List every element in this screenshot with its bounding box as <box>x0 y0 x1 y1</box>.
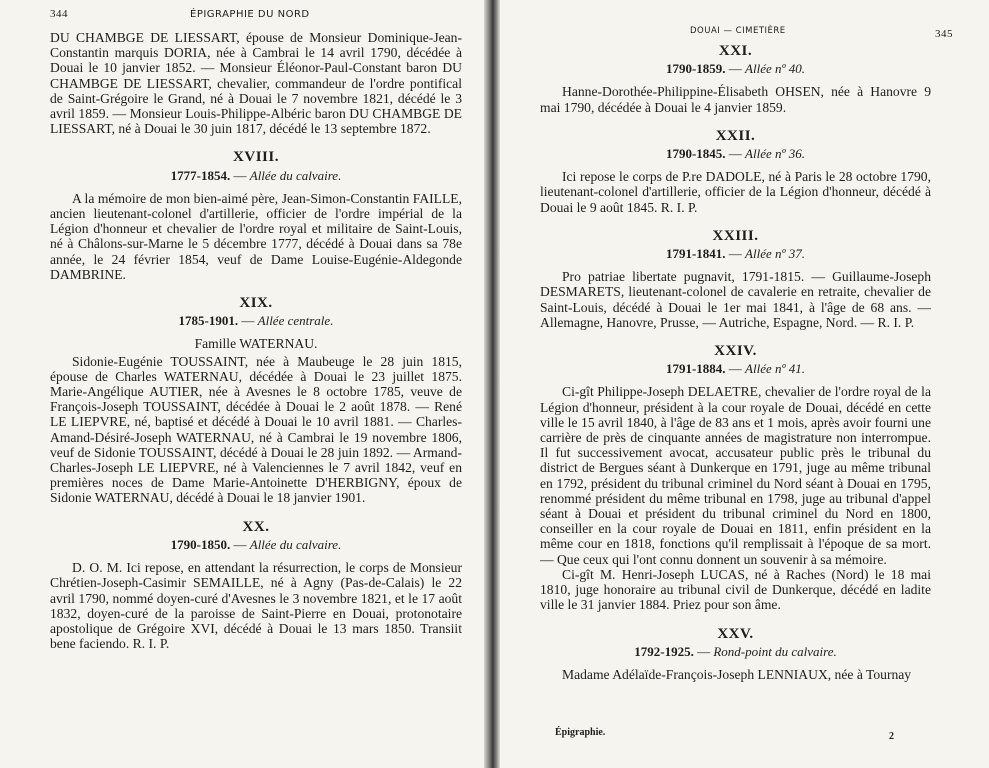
section-subtitle: 1777-1854. — Allée du calvaire. <box>170 167 342 183</box>
section-subtitle: 1790-1859. — Allée nº 40. <box>665 61 806 77</box>
right-page-number: 345 <box>935 28 953 40</box>
section-subtitle: 1790-1845. — Allée nº 36. <box>665 146 806 162</box>
section-years: 1791-1841. <box>665 246 726 262</box>
section-years: 1791-1884. <box>665 361 726 377</box>
section-number: XX. <box>242 518 270 535</box>
section-years: 1777-1854. <box>170 167 231 183</box>
section-number: XXIII. <box>712 227 759 244</box>
section-number: XXV. <box>717 625 754 642</box>
section-number: XXI. <box>718 43 753 59</box>
epitaph-paragraph: Ci-gît M. Henri-Joseph LUCAS, né à Raches (Nord) le 18 mai 1810, juge honoraire au tribunal civil de Dunkerque, décédé en ladite ville le 31 janvier 1884. Priez pour son âme. <box>540 566 931 613</box>
epitaph-paragraph: Madame Adélaïde-François-Joseph LENNIAUX, née à Tournay <box>562 666 912 682</box>
section-subtitle: 1790-1850. — Allée du calvaire. <box>170 536 342 552</box>
section-subtitle: 1791-1884. — Allée nº 41. <box>665 361 806 377</box>
section-years: 1790-1845. <box>665 146 726 162</box>
right-page-header <box>540 18 953 40</box>
continuation-paragraph: DU CHAMBGE DE LIESSART, épouse de Monsieur Dominique-Jean-Constantin marquis DORIA, née à Cambrai le 14 avril 1790, décédée à Douai le 10 janvier 1852. — Monsieur Éléonor-Paul-Constant baron DU CHAMBGE DE LIESSART, chevalier, commandeur de l'ordre pontifical de Saint-Grégoire le Grand, né à Douai le 7 novembre 1821, décédé le 3 avril 1859. — Monsieur Louis-Philippe-Albéric baron DU CHAMBGE DE LIESSART, né à Douai le 30 juin 1817, décédé le 13 septembre 1872. <box>50 30 462 137</box>
section-number: XVIII. <box>233 149 279 166</box>
epitaph-paragraph: A la mémoire de mon bien-aimé père, Jean-Simon-Constantin FAILLE, ancien lieutenant-colonel d'artillerie, officier de l'ordre impérial de la Légion d'honneur et chevalier de l'ordre royal et militaire de Saint-Louis, né à Châlons-sur-Marne le 5 décembre 1777, décédé à Douai dans sa 78e année, le 24 février 1854, veuf de Dame Louise-Eugénie-Aldegonde DAMBRINE. <box>50 190 462 282</box>
epitaph-paragraph: Hanne-Dorothée-Philippine-Élisabeth OHSEN, née à Hanovre 9 mai 1790, décédée à Douai le 4 janvier 1859. <box>540 84 931 115</box>
section-years: 1785-1901. <box>178 313 239 329</box>
left-running-title: ÉPIGRAPHIE DU NORD <box>190 9 310 20</box>
section-number: XXIV. <box>714 343 757 360</box>
section-years: 1792-1925. <box>634 643 694 659</box>
section-location: Rond-point du calvaire. <box>713 643 837 659</box>
section-location: Allée du calvaire. <box>249 536 342 552</box>
section-years: 1790-1859. <box>665 61 726 77</box>
section-location: Allée centrale. <box>257 313 334 329</box>
page-footer: Épigraphie. <box>555 727 606 738</box>
section-location: Allée nº 41. <box>745 361 806 377</box>
signature-mark: 2 <box>889 731 894 742</box>
section-subtitle: 1792-1925. — Rond-point du calvaire. <box>634 643 837 659</box>
section-subtitle: 1785-1901. — Allée centrale. <box>178 313 334 329</box>
section-number: XIX. <box>239 295 273 312</box>
right-page-text <box>540 44 931 682</box>
section-number: XXII. <box>715 127 756 144</box>
left-page-header <box>50 8 462 30</box>
epitaph-paragraph: Pro patriae libertate pugnavit, 1791-1815. — Guillaume-Joseph DESMARETS, lieutenant-colonel de cavalerie en retraite, chevalier de Saint-Louis, décédé à Douai le 1er mai 1841, à l'âge de 68 ans. — Allemagne, Hanovre, Prusse, — Autriche, Espagne, Nord. — R. I. P. <box>540 269 931 330</box>
left-page <box>0 0 484 768</box>
section-location: Allée nº 40. <box>745 61 806 77</box>
section-location: Allée nº 37. <box>745 246 806 262</box>
right-running-title: DOUAI — CIMETIÈRE <box>690 26 786 36</box>
epitaph-paragraph: Ici repose le corps de P.re DADOLE, né à Paris le 28 octobre 1790, lieutenant-colonel d'artillerie, officier de la Légion d'honneur, décédé à Douai le 9 août 1845. R. I. P. <box>540 169 931 215</box>
epitaph-paragraph: Ci-gît Philippe-Joseph DELAETRE, chevalier de l'ordre royal de la Légion d'honneur, président à la cour royale de Douai, décédé en cette ville le 15 avril 1840, à l'âge de 83 ans et 1 mois, après avoir fourni une carrière de près de cinquante années de magistrature non interrompue. Il fut successivement avocat, accusateur public près le tribunal du district de Bergues séant à Dunkerque en 1791, juge au même tribunal en 1792, président du tribunal criminel du Nord séant à Douai en 1795, renommé président du même tribunal en 1798, juge au tribunal d'appel séant à Douai et président du tribunal criminel du Nord en 1800, conseiller en la cour royale de Douai en 1811, enfin président en la même cour en 1818, fonctions qu'il remplissait à l'époque de sa mort. — Que ceux qui l'ont connu donnent un souvenir à sa mémoire. <box>540 384 931 567</box>
family-heading: Famille WATERNAU. <box>194 336 318 352</box>
left-page-text <box>50 30 462 651</box>
epitaph-paragraph: D. O. M. Ici repose, en attendant la résurrection, le corps de Monsieur Chrétien-Joseph-Casimir SEMAILLE, né à Agny (Pas-de-Calais) le 22 avril 1790, nommé doyen-curé d'Avesnes le 3 novembre 1821, et le 17 août 1832, doyen-curé de la paroisse de Saint-Pierre en Douai, protonotaire apostolique de Grégoire XVI, décédé à Douai le 13 mars 1850. Transiit bene faciendo. R. I. P. <box>50 560 462 652</box>
section-years: 1790-1850. <box>170 536 231 552</box>
right-page <box>500 0 989 768</box>
section-subtitle: 1791-1841. — Allée nº 37. <box>665 246 806 262</box>
epitaph-paragraph: Sidonie-Eugénie TOUSSAINT, née à Maubeuge le 28 juin 1815, épouse de Charles WATERNAU, décédée à Douai le 23 juillet 1875. Marie-Angélique AUTIER, née à Avesnes le 8 octobre 1785, veuve de François-Joseph TOUSSAINT, décédée à Douai le 2 août 1878. — René LE LIEPVRE, né, baptisé et décédé à Douai le 10 avril 1881. — Charles-Amand-Désiré-Joseph WATERNAU, né à Cambrai le 19 novembre 1806, veuf de Sidonie TOUSSAINT, décédé à Douai le 28 juin 1892. — Armand-Charles-Joseph LE LIEPVRE, né à Valenciennes le 7 avril 1842, veuf en premières noces de Dame Marie-Antoinette D'HERBIGNY, époux de Sidonie WATERNAU, décédé à Douai le 18 janvier 1901. <box>50 353 462 506</box>
section-location: Allée du calvaire. <box>249 167 342 183</box>
book-gutter <box>484 0 500 768</box>
left-page-number: 344 <box>50 8 68 20</box>
section-location: Allée nº 36. <box>745 146 806 162</box>
